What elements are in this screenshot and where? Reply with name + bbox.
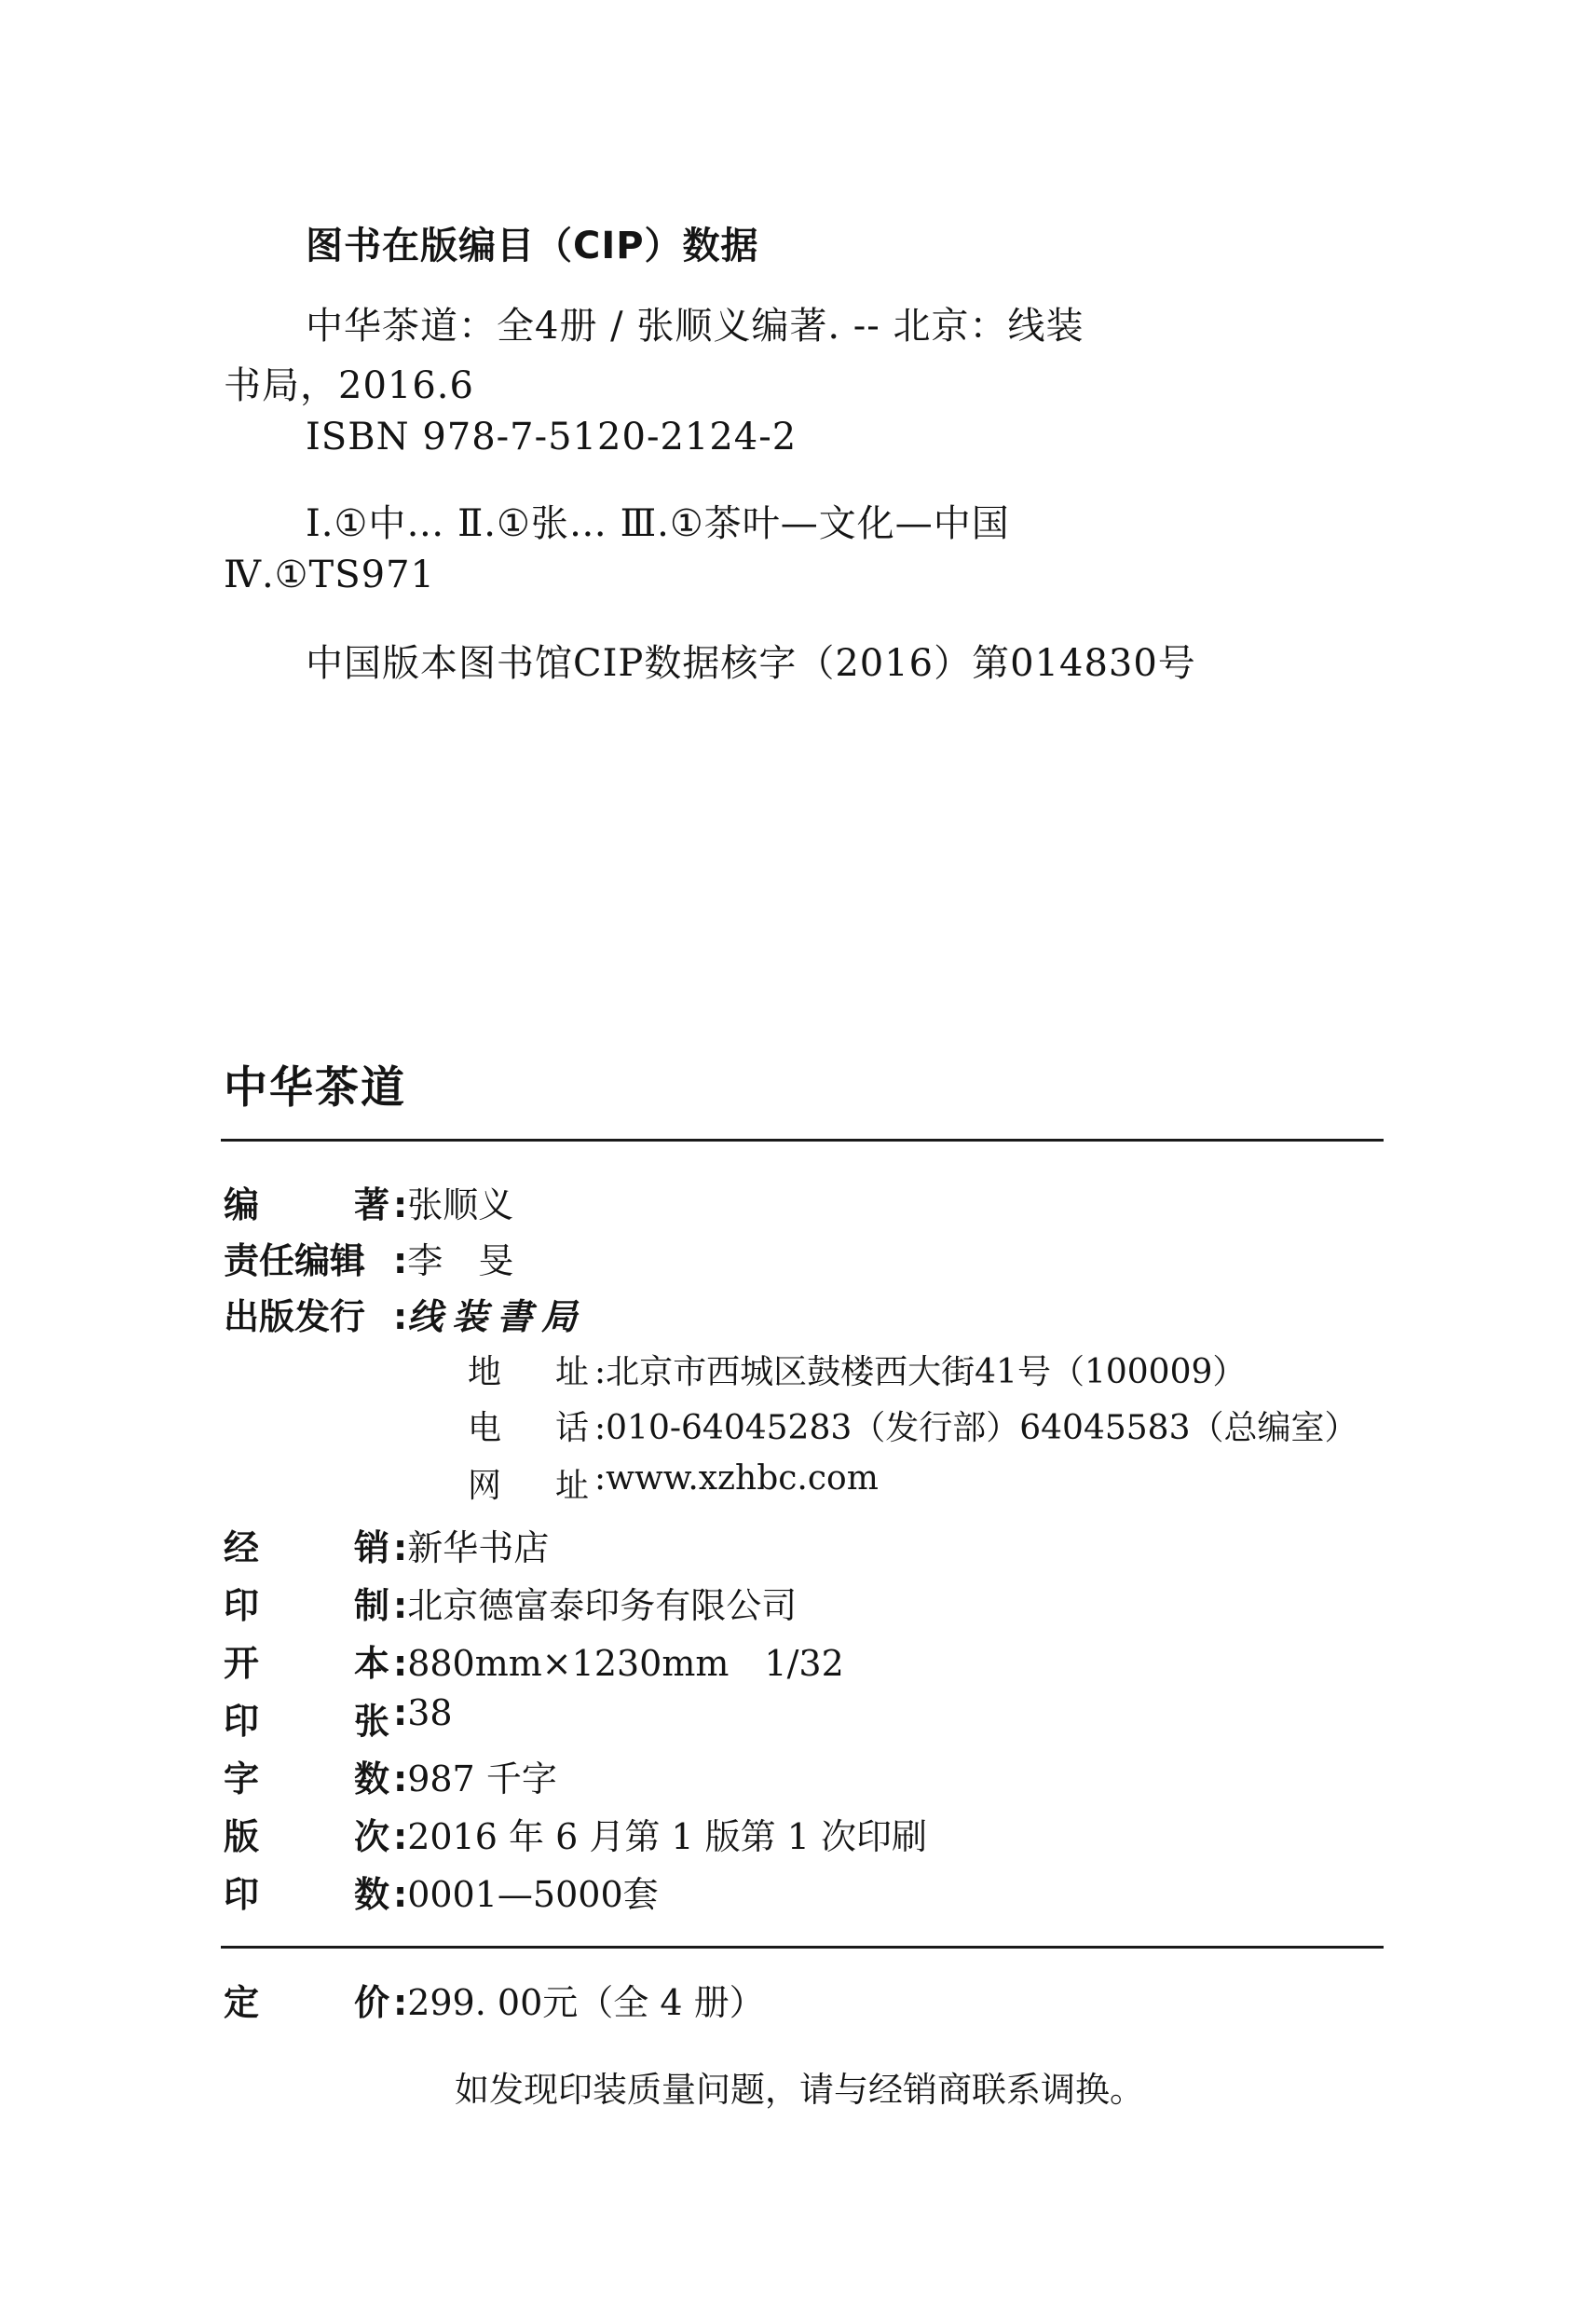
value-editor: 李 旻 bbox=[407, 1240, 514, 1281]
copyright-page: 图书在版编目（CIP）数据 中华茶道：全4册 / 张顺义编著. -- 北京：线装 书局，2016.6 ISBN 978-7-5120-2124-2 Ⅰ.①中… Ⅱ.①张… Ⅲ.①茶叶—文化—中国 Ⅳ.①TS971 中国版本图书馆CIP数据核字（2016）第014830号 中华茶道 编 著 :张顺义 责任编辑 :李 旻 出版发行 :线装書局 地 址 :北京市西城区鼓楼西大街41号（100009） 电 话 :010-64045283（发行部）64045583（总编室） 网 址 :www.xzhbc.com 经 销 :新华书店 印 制 :北京德富泰印务有限公司 开 本 :880mm×1230mm 1/32 印 张 :38 字 数 :987 千字 版 次 :2016 年 6 月第 1 版第 1 次印刷 印 数 :0001—5000套 定 价 :299. 00元（全 4 册） 如发现印装质量问题，请与经销商联系调换。 bbox=[0, 0, 1596, 2312]
value-sheets: 38 bbox=[407, 1692, 453, 1733]
label-author: 编 著 bbox=[224, 1184, 389, 1225]
cip-line-isbn: ISBN 978-7-5120-2124-2 bbox=[306, 416, 798, 458]
value-publisher: 线装書局 bbox=[407, 1295, 587, 1337]
label-distributor: 经 销 bbox=[224, 1527, 389, 1568]
top-rule bbox=[221, 1139, 1384, 1142]
value-print-run: 0001—5000套 bbox=[407, 1874, 659, 1915]
value-phone: 010-64045283（发行部）64045583（总编室） bbox=[606, 1409, 1358, 1447]
value-author: 张顺义 bbox=[407, 1184, 514, 1225]
label-price: 定 价 bbox=[224, 1982, 389, 2023]
label-print-run: 印 数 bbox=[224, 1874, 389, 1915]
book-title: 中华茶道 bbox=[224, 1062, 406, 1114]
value-edition: 2016 年 6 月第 1 版第 1 次印刷 bbox=[407, 1816, 927, 1857]
value-address: 北京市西城区鼓楼西大街41号（100009） bbox=[606, 1353, 1247, 1391]
value-distributor: 新华书店 bbox=[407, 1527, 550, 1568]
cip-line-classification: Ⅳ.①TS971 bbox=[224, 554, 435, 596]
bottom-rule bbox=[221, 1946, 1384, 1949]
label-format: 开 本 bbox=[224, 1643, 389, 1684]
label-address: 地 址 bbox=[468, 1353, 589, 1391]
label-edition: 版 次 bbox=[224, 1816, 389, 1857]
quality-notice: 如发现印装质量问题，请与经销商联系调换。 bbox=[455, 2070, 1144, 2110]
label-publisher: 出版发行 bbox=[224, 1296, 366, 1337]
value-words: 987 千字 bbox=[407, 1758, 557, 1799]
label-words: 字 数 bbox=[224, 1758, 389, 1799]
label-sheets: 印 张 bbox=[224, 1701, 389, 1742]
cip-line-subjects: Ⅰ.①中… Ⅱ.①张… Ⅲ.①茶叶—文化—中国 bbox=[306, 502, 1010, 545]
cip-line-title: 中华茶道：全4册 / 张顺义编著. -- 北京：线装 bbox=[306, 305, 1084, 348]
value-website: www.xzhbc.com bbox=[606, 1459, 879, 1498]
cip-line-record-number: 中国版本图书馆CIP数据核字（2016）第014830号 bbox=[306, 642, 1196, 685]
value-format: 880mm×1230mm 1/32 bbox=[407, 1643, 844, 1684]
cip-heading: 图书在版编目（CIP）数据 bbox=[306, 225, 759, 267]
value-price: 299. 00元（全 4 册） bbox=[407, 1982, 765, 2023]
label-printer: 印 制 bbox=[224, 1585, 389, 1626]
label-website: 网 址 bbox=[468, 1467, 589, 1505]
label-phone: 电 话 bbox=[468, 1409, 589, 1447]
value-printer: 北京德富泰印务有限公司 bbox=[407, 1585, 798, 1626]
cip-line-publisher: 书局，2016.6 bbox=[224, 364, 474, 407]
label-editor: 责任编辑 bbox=[224, 1240, 366, 1281]
